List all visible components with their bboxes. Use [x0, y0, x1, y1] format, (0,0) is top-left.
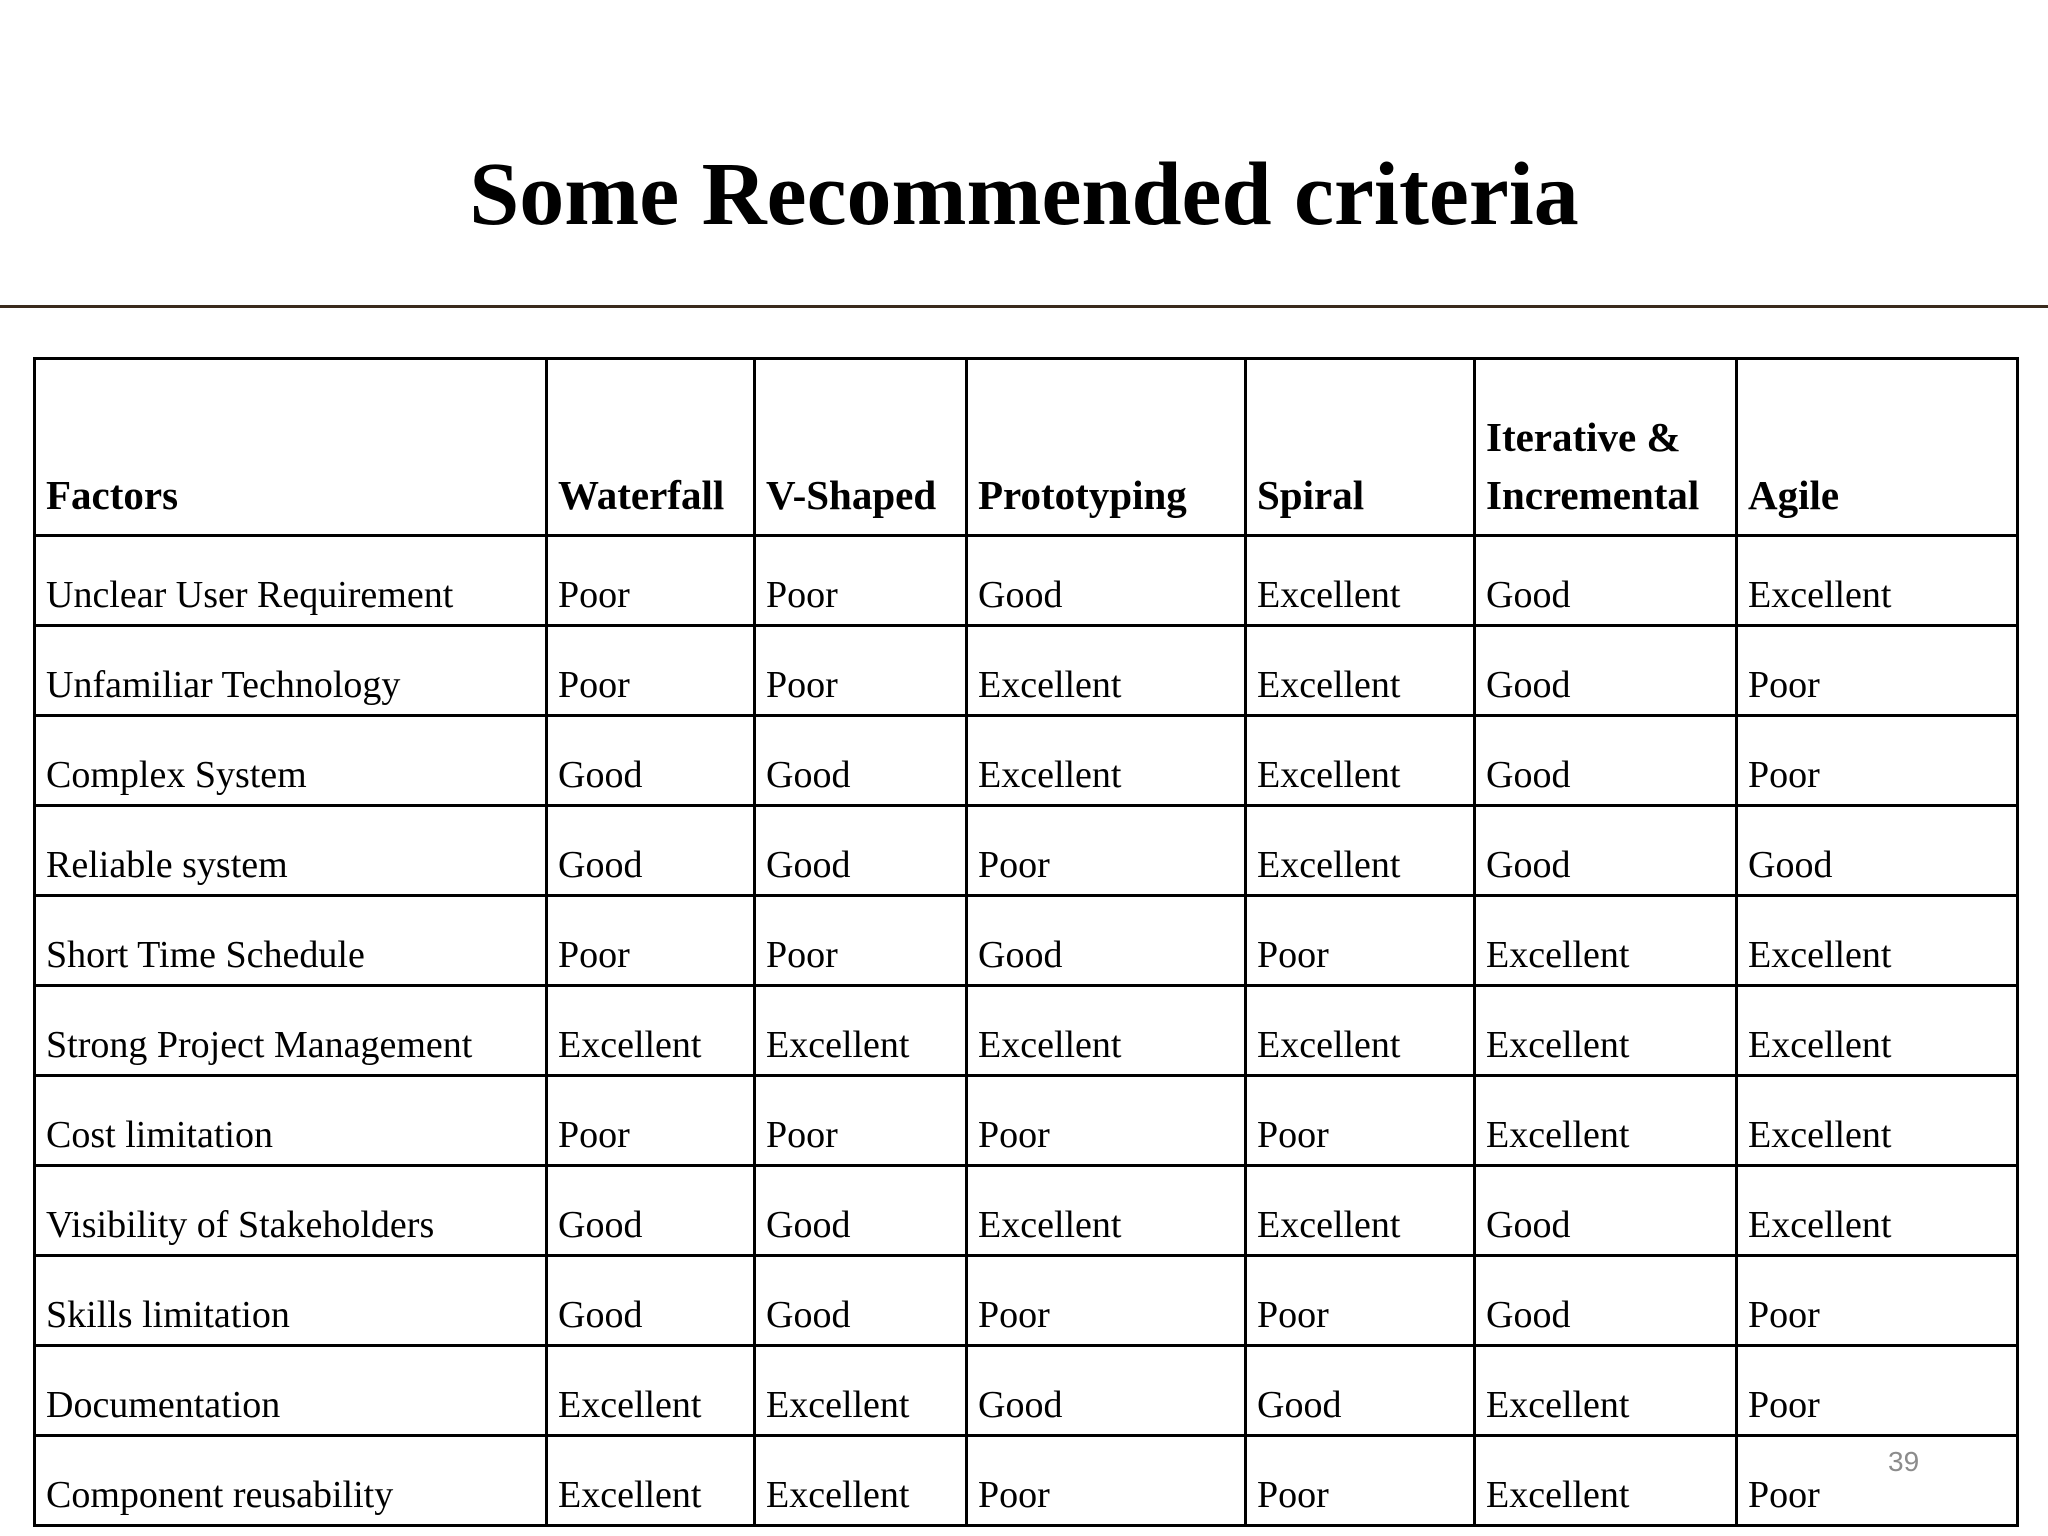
rating-cell: Excellent [1246, 986, 1475, 1076]
table-row [35, 1076, 2018, 1166]
criteria-table [33, 357, 2019, 1527]
rating-cell: Excellent [1737, 1166, 2018, 1256]
factor-cell: Visibility of Stakeholders [35, 1166, 547, 1256]
table-row [35, 1436, 2018, 1526]
rating-cell: Excellent [755, 1346, 967, 1436]
rating-cell: Poor [1737, 1256, 2018, 1346]
header-waterfall: Waterfall [547, 359, 755, 536]
header-spiral: Spiral [1246, 359, 1475, 536]
rating-cell: Excellent [967, 986, 1246, 1076]
rating-cell: Poor [967, 1436, 1246, 1526]
rating-cell: Excellent [1246, 626, 1475, 716]
rating-cell: Poor [547, 536, 755, 626]
slide-page-number: 39 [1888, 1446, 1920, 1477]
table-row [35, 1256, 2018, 1346]
rating-cell: Excellent [1246, 1166, 1475, 1256]
rating-cell: Good [967, 536, 1246, 626]
rating-cell: Poor [547, 896, 755, 986]
rating-cell: Poor [755, 1076, 967, 1166]
table-row [35, 536, 2018, 626]
rating-cell: Poor [755, 626, 967, 716]
rating-cell: Excellent [755, 1436, 967, 1526]
table-row [35, 1166, 2018, 1256]
rating-cell: Excellent [1246, 806, 1475, 896]
rating-cell: Poor [755, 896, 967, 986]
factor-cell: Reliable system [35, 806, 547, 896]
rating-cell: Excellent [755, 986, 967, 1076]
rating-cell: Good [1475, 626, 1737, 716]
rating-cell: Excellent [1475, 1436, 1737, 1526]
factor-cell: Skills limitation [35, 1256, 547, 1346]
rating-cell: Excellent [1475, 1346, 1737, 1436]
rating-cell: Poor [547, 1076, 755, 1166]
rating-cell: Good [755, 716, 967, 806]
table-row [35, 1346, 2018, 1436]
rating-cell: Excellent [1246, 536, 1475, 626]
header-v-shaped: V-Shaped [755, 359, 967, 536]
rating-cell: Good [1475, 806, 1737, 896]
rating-cell: Excellent [967, 1166, 1246, 1256]
rating-cell: Good [547, 1256, 755, 1346]
rating-cell: Excellent [547, 1346, 755, 1436]
header-agile: Agile [1737, 359, 2018, 536]
rating-cell: Poor [1737, 626, 2018, 716]
table-row [35, 806, 2018, 896]
factor-cell: Cost limitation [35, 1076, 547, 1166]
factor-cell: Unclear User Requirement [35, 536, 547, 626]
rating-cell: Good [1737, 806, 2018, 896]
header-iterative-incremental [1475, 359, 1737, 536]
table-row [35, 716, 2018, 806]
header-iterative-line1: Iterative & [1486, 414, 1681, 460]
rating-cell: Poor [1246, 1076, 1475, 1166]
header-factors: Factors [35, 359, 547, 536]
rating-cell: Poor [1246, 896, 1475, 986]
rating-cell: Excellent [1737, 896, 2018, 986]
rating-cell: Excellent [547, 986, 755, 1076]
header-iterative-line2: Incremental [1486, 472, 1700, 518]
rating-cell: Excellent [967, 716, 1246, 806]
rating-cell: Excellent [967, 626, 1246, 716]
rating-cell: Good [547, 806, 755, 896]
title-divider [0, 305, 2048, 308]
table-body [35, 536, 2018, 1526]
rating-cell: Good [967, 1346, 1246, 1436]
rating-cell: Good [967, 896, 1246, 986]
rating-cell: Excellent [1475, 896, 1737, 986]
factor-cell: Strong Project Management [35, 986, 547, 1076]
rating-cell: Poor [1246, 1436, 1475, 1526]
rating-cell: Poor [967, 1076, 1246, 1166]
rating-cell: Good [547, 1166, 755, 1256]
factor-cell: Component reusability [35, 1436, 547, 1526]
rating-cell: Excellent [1737, 986, 2018, 1076]
rating-cell: Poor [755, 536, 967, 626]
rating-cell: Poor [967, 806, 1246, 896]
rating-cell: Excellent [1246, 716, 1475, 806]
table-row [35, 896, 2018, 986]
rating-cell: Poor [967, 1256, 1246, 1346]
rating-cell: Poor [1246, 1256, 1475, 1346]
factor-cell: Complex System [35, 716, 547, 806]
rating-cell: Good [1475, 1166, 1737, 1256]
rating-cell: Good [755, 1166, 967, 1256]
rating-cell: Good [547, 716, 755, 806]
rating-cell: Good [755, 1256, 967, 1346]
factor-cell: Unfamiliar Technology [35, 626, 547, 716]
rating-cell: Excellent [1737, 536, 2018, 626]
rating-cell: Good [1475, 716, 1737, 806]
factor-cell: Documentation [35, 1346, 547, 1436]
rating-cell: Excellent [1737, 1076, 2018, 1166]
table-header-row [35, 359, 2018, 536]
rating-cell: Poor [1737, 716, 2018, 806]
rating-cell: Excellent [547, 1436, 755, 1526]
rating-cell: Poor [547, 626, 755, 716]
rating-cell: Poor [1737, 1436, 2018, 1526]
rating-cell: Poor [1737, 1346, 2018, 1436]
rating-cell: Excellent [1475, 1076, 1737, 1166]
factor-cell: Short Time Schedule [35, 896, 547, 986]
table-row [35, 626, 2018, 716]
rating-cell: Excellent [1475, 986, 1737, 1076]
rating-cell: Good [1475, 1256, 1737, 1346]
rating-cell: Good [755, 806, 967, 896]
rating-cell: Good [1246, 1346, 1475, 1436]
header-prototyping: Prototyping [967, 359, 1246, 536]
table-row [35, 986, 2018, 1076]
slide-title: Some Recommended criteria [469, 145, 1579, 244]
rating-cell: Good [1475, 536, 1737, 626]
